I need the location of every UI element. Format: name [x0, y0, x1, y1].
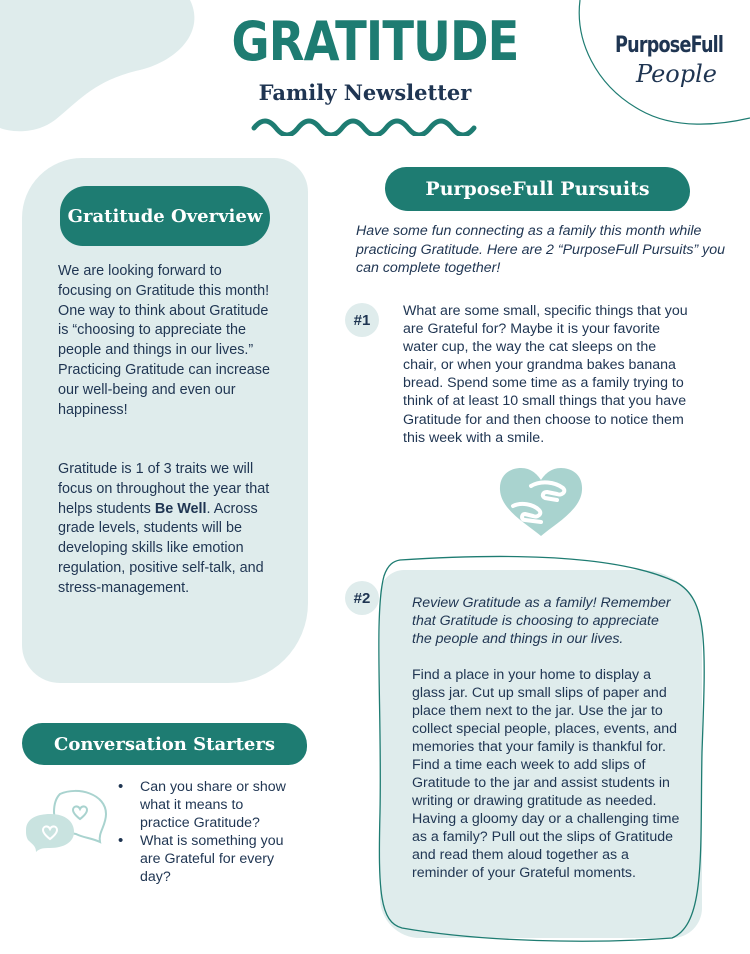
- wave-divider: [250, 114, 480, 136]
- pursuit-1-badge: #1: [345, 303, 379, 337]
- pursuit-1-text: What are some small, specific things that you are Grateful for? Maybe it is your favorite water cup, the way the cat sleeps on the chair, or when your grandma bakes banana bread. Spend some time as a family trying to think of at least 10 small things that you have Gratitude for and then choose to notice them this week with a smile.: [403, 303, 688, 446]
- be-well-emphasis: Be Well: [154, 500, 207, 517]
- overview-p2-start: Gratitude is 1 of 3 traits we will focus on throughout the year that helps students: [58, 461, 270, 517]
- pursuits-intro: Have some fun connecting as a family this month while practicing Gratitude. Here are 2 “PurposeFull Pursuits” you can complete together!: [356, 223, 726, 277]
- chat-bubbles-heart-icon: [20, 788, 110, 860]
- newsletter-subtitle: Family Newsletter: [258, 80, 472, 105]
- starters-heading: Conversation Starters: [22, 723, 307, 765]
- pursuits-heading: PurposeFull Pursuits: [385, 167, 690, 211]
- heart-hands-icon: [497, 466, 585, 538]
- logo-purposefull: PurposeFull: [615, 33, 724, 58]
- overview-heading: Gratitude Overview: [60, 186, 270, 246]
- starters-list: [118, 778, 293, 886]
- logo-people: People: [636, 60, 717, 88]
- overview-p2-end: . Across grade levels, students will be developing skills like emotion regulation, positive self-talk, and stress-management.: [58, 500, 264, 596]
- pursuit-2-text: Find a place in your home to display a glass jar. Cut up small slips of paper and place them next to the jar. Use the jar to collect special people, places, events, and memories that your family is thankful for. Find a time each week to add slips of Gratitude to the jar and assist students in writing or drawing gratitude as needed. Having a gloomy day or a challenging time as a family? Pull out the slips of Gratitude and read them aloud together as a reminder of your Grateful moments.: [412, 667, 680, 881]
- newsletter-title: GRATITUDE: [231, 10, 519, 73]
- pursuit-2-badge: #2: [345, 581, 379, 615]
- overview-paragraph-2: [58, 460, 278, 599]
- pursuit-2-intro: Review Gratitude as a family! Remember that Gratitude is choosing to appreciate the people and things in our lives.: [412, 595, 671, 647]
- overview-paragraph-1: We are looking forward to focusing on Gratitude this month! One way to think about Gratitude is “choosing to appreciate the people and things in our lives.” Practicing Gratitude can increase our well-being and even our happiness!: [58, 263, 270, 418]
- starter-item-1: • Can you share or show what it means to practice Gratitude?: [118, 778, 293, 832]
- starter-item-2: • What is something you are Grateful for every day?: [118, 832, 293, 886]
